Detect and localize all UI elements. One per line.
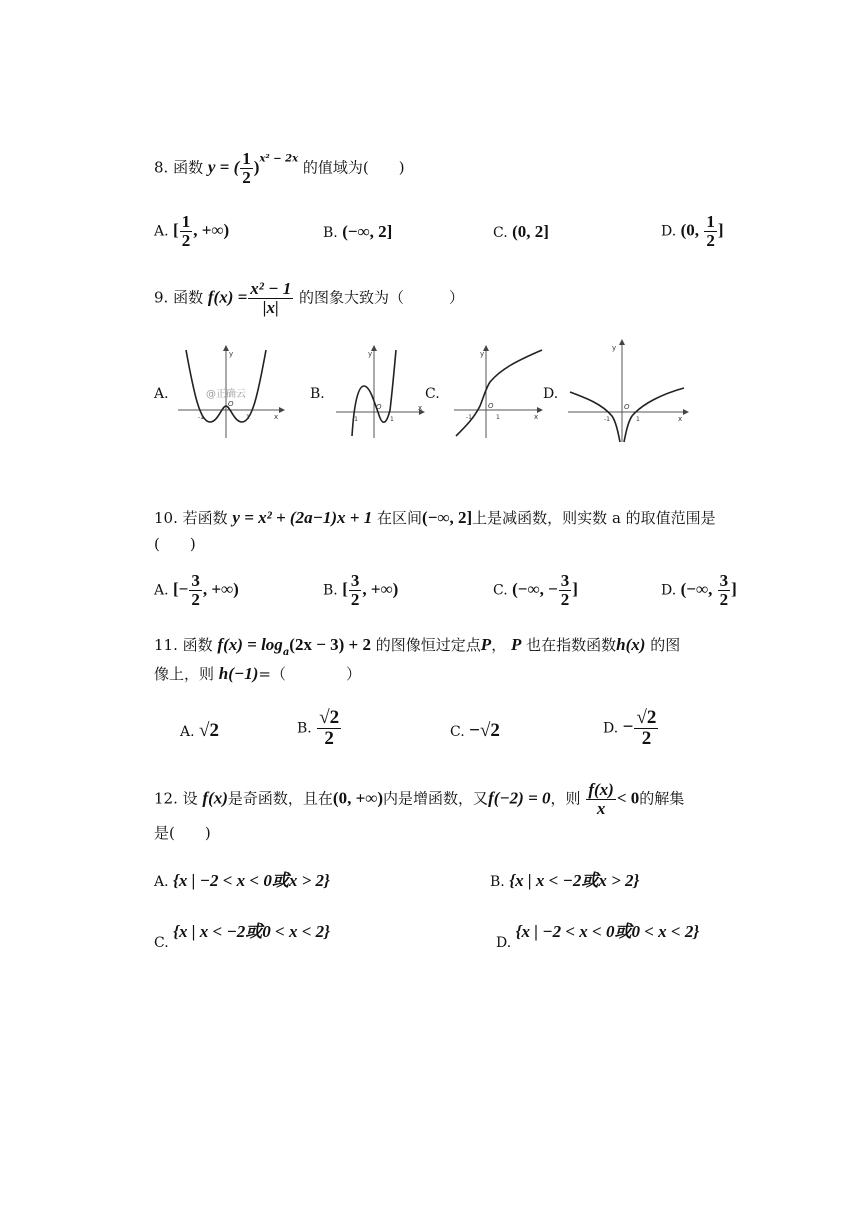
graph-origin-label: O xyxy=(488,402,494,410)
graph-y-label: y xyxy=(480,350,485,358)
graph-pos1-label: 1 xyxy=(246,414,250,421)
q10-option-b[interactable] xyxy=(323,572,398,609)
option-fraction xyxy=(704,213,717,250)
q9-stem-suffix: 的图象大致为（ ） xyxy=(298,288,464,307)
option-lead: − xyxy=(622,716,634,738)
q11-formula: f(x) = log xyxy=(217,635,283,654)
q12-fraction xyxy=(586,781,615,818)
q9-graph-c[interactable] xyxy=(452,344,544,440)
q11-point2: P xyxy=(510,635,522,654)
frac-num: 3 xyxy=(350,571,360,590)
curve-right xyxy=(624,388,684,442)
q8-formula-close: ) xyxy=(253,157,260,177)
q8-formula-fraction xyxy=(240,150,253,187)
q8-option-b[interactable] xyxy=(323,222,392,242)
q8-option-a[interactable] xyxy=(154,213,229,250)
curve xyxy=(456,350,542,436)
option-tail: , +∞) xyxy=(362,579,399,599)
graph-x-label: x xyxy=(534,413,539,421)
q10-option-d[interactable] xyxy=(661,572,737,609)
frac-den: 2 xyxy=(181,230,191,250)
q12-fx: f(x) xyxy=(202,788,228,808)
q12-frac-den: x xyxy=(596,798,606,818)
q11-option-b[interactable] xyxy=(297,708,342,749)
option-fraction xyxy=(317,708,341,749)
option-label: B. xyxy=(490,874,505,890)
q8-option-d[interactable] xyxy=(661,213,723,250)
q10-interval: (−∞, 2] xyxy=(422,508,473,527)
option-text: {x | −2 < x < 0或0 < x < 2} xyxy=(515,922,700,941)
q11-line2-prefix: 像上，则 xyxy=(154,665,215,683)
q10-stem-prefix: 10. 若函数 xyxy=(154,509,228,527)
q9-option-a-label[interactable]: A. xyxy=(154,386,169,402)
frac-den: 2 xyxy=(560,589,570,609)
q10-stem-mid: 在区间 xyxy=(377,509,423,527)
graph-neg1-label: -1 xyxy=(352,416,358,423)
q12-stem-line2: 是( ) xyxy=(154,824,211,842)
option-fraction xyxy=(634,708,658,749)
q11-formula-tail: (2x − 3) + 2 xyxy=(289,635,371,654)
option-text: (0, 2] xyxy=(512,222,549,241)
option-lead: [ xyxy=(342,579,348,599)
q11-stem xyxy=(154,634,680,658)
q9-stem xyxy=(154,280,464,317)
q12-stem-prefix: 12. 设 xyxy=(154,789,198,808)
q9-frac-num: x² − 1 xyxy=(250,279,292,298)
q12-stem-mid2: 内是增函数，又 xyxy=(383,789,489,808)
q9-option-d-label[interactable]: D. xyxy=(543,386,559,402)
option-lead: [− xyxy=(173,579,189,599)
q11-hx: h(x) xyxy=(616,635,646,654)
q12-ineq: < 0 xyxy=(616,788,640,808)
frac-den: 2 xyxy=(706,230,715,250)
frac-num: 3 xyxy=(719,571,729,590)
q8-frac-den: 2 xyxy=(242,167,251,187)
q12-frac-num: f(x) xyxy=(588,780,614,799)
option-text: {x | −2 < x < 0或x > 2} xyxy=(173,871,330,890)
option-label: D. xyxy=(661,223,677,240)
q8-frac-num: 1 xyxy=(242,149,251,168)
q12-option-c[interactable] xyxy=(154,917,331,951)
graph-origin-label: O xyxy=(228,400,234,408)
option-lead: [ xyxy=(173,220,179,240)
q11-option-d[interactable] xyxy=(603,708,659,749)
frac-num: 1 xyxy=(181,212,191,231)
q11-point: P xyxy=(480,635,492,654)
q10-option-a[interactable] xyxy=(154,572,239,609)
frac-den: 2 xyxy=(191,589,200,609)
graph-y-label: y xyxy=(229,350,234,358)
option-label: D. xyxy=(661,582,677,599)
q8-formula-lead: y = ( xyxy=(207,157,240,177)
graph-pos1-label: 1 xyxy=(636,416,640,423)
option-text: √2 xyxy=(199,720,219,741)
q8-stem-prefix: 8. 函数 xyxy=(154,158,204,177)
option-lead: (−∞, xyxy=(680,579,717,599)
q11-stem-mid3: 也在指数函数 xyxy=(526,636,617,654)
q10-stem-suffix: 上是减函数，则实数 a 的取值范围是 xyxy=(472,509,716,527)
frac-den: 2 xyxy=(350,589,360,609)
q12-option-b[interactable] xyxy=(490,866,639,891)
q11-stem-suffix: 的图 xyxy=(650,636,681,654)
q10-stem-line2: ( ) xyxy=(154,535,196,553)
option-tail: ] xyxy=(731,579,737,599)
frac-num: 3 xyxy=(191,571,200,590)
q12-stem-suffix: 的解集 xyxy=(639,789,685,808)
option-label: A. xyxy=(154,582,169,599)
graph-y-label: y xyxy=(368,350,373,358)
graph-y-label: y xyxy=(612,344,617,352)
graph-pos1-label: 1 xyxy=(496,414,500,421)
q9-formula-lead: f(x) = xyxy=(207,287,248,307)
watermark: @正确云 xyxy=(206,389,246,400)
option-fraction xyxy=(349,572,362,609)
graph-origin-label: O xyxy=(376,403,382,411)
option-text: {x | x < −2或0 < x < 2} xyxy=(173,922,331,941)
q8-stem xyxy=(154,150,405,187)
frac-den: 2 xyxy=(719,589,729,609)
option-tail: ] xyxy=(572,579,578,599)
option-label: C. xyxy=(493,582,508,599)
q11-h-neg1: h(−1) xyxy=(218,664,259,683)
frac-num: √2 xyxy=(319,707,340,728)
q10-option-c[interactable] xyxy=(493,572,578,609)
graph-neg1-label: -1 xyxy=(198,414,204,421)
q12-f-neg2: f(−2) = 0 xyxy=(488,788,551,808)
q9-graph-b[interactable] xyxy=(334,344,426,440)
frac-den: 2 xyxy=(324,727,334,749)
option-fraction xyxy=(189,572,202,609)
q12-option-a[interactable] xyxy=(154,866,330,891)
graph-neg1-label: -1 xyxy=(604,416,610,423)
option-label: D. xyxy=(496,935,512,951)
q9-option-c-label[interactable]: C. xyxy=(425,386,440,402)
option-tail: , +∞) xyxy=(202,579,239,599)
option-fraction xyxy=(559,572,572,609)
q12-stem xyxy=(154,781,684,818)
q10-stem xyxy=(154,507,716,528)
frac-num: √2 xyxy=(636,707,657,728)
option-label: A. xyxy=(180,724,195,740)
q9-frac-den: |x| xyxy=(262,297,279,317)
q8-option-c[interactable] xyxy=(493,222,549,242)
q11-stem-mid: 的图像恒过定点 xyxy=(375,636,481,654)
q12-stem-mid3: ，则 xyxy=(550,789,581,808)
option-lead: (−∞, − xyxy=(512,579,558,599)
q11-line2-suffix: =（ ） xyxy=(258,665,361,683)
option-label: A. xyxy=(154,223,169,240)
q12-interval: (0, +∞) xyxy=(332,788,384,808)
q11-option-a[interactable] xyxy=(180,720,219,742)
q12-stem-mid: 是奇函数，且在 xyxy=(227,789,333,808)
option-label: D. xyxy=(603,720,619,737)
option-label: C. xyxy=(493,225,508,241)
graph-x-label: x xyxy=(418,404,423,412)
q11-stem-mid2: ， xyxy=(491,636,507,654)
option-tail: , +∞) xyxy=(193,220,230,240)
graph-neg1-label: -1 xyxy=(466,414,472,421)
q9-graph-a[interactable] xyxy=(176,344,286,440)
q9-graph-d[interactable] xyxy=(566,338,690,446)
option-label: C. xyxy=(154,935,169,951)
frac-num: 1 xyxy=(706,212,715,231)
q12-option-d[interactable] xyxy=(496,917,700,951)
option-tail: ] xyxy=(717,220,724,240)
option-label: B. xyxy=(323,225,338,241)
graph-pos1-label: 1 xyxy=(390,416,394,423)
q11-option-c[interactable] xyxy=(450,720,500,742)
frac-num: 3 xyxy=(560,571,570,590)
q11-log-base: a xyxy=(282,647,290,658)
q9-stem-prefix: 9. 函数 xyxy=(154,288,204,307)
q9-option-b-label[interactable]: B. xyxy=(310,386,325,402)
curve-left xyxy=(570,392,620,442)
option-label: B. xyxy=(297,720,312,737)
q11-stem-line2 xyxy=(154,663,361,684)
frac-den: 2 xyxy=(641,727,652,749)
graph-origin-label: O xyxy=(624,403,630,411)
option-lead: (0, xyxy=(680,220,704,240)
graph-x-label: x xyxy=(678,415,683,423)
q9-formula-fraction xyxy=(248,280,293,317)
option-label: C. xyxy=(450,724,465,740)
option-text: (−∞, 2] xyxy=(342,222,393,241)
q8-stem-suffix: 的值域为( ) xyxy=(302,158,405,177)
graph-x-label: x xyxy=(274,413,279,421)
option-text: {x | x < −2或x > 2} xyxy=(509,871,640,890)
option-label: A. xyxy=(154,874,169,890)
option-label: B. xyxy=(323,582,338,599)
q11-stem-prefix: 11. 函数 xyxy=(154,636,213,654)
q8-exponent: x² − 2x xyxy=(259,153,299,165)
q10-formula: y = x² + (2a−1)x + 1 xyxy=(232,508,373,527)
option-fraction xyxy=(718,572,731,609)
option-fraction xyxy=(180,213,193,250)
option-text: −√2 xyxy=(469,720,500,741)
